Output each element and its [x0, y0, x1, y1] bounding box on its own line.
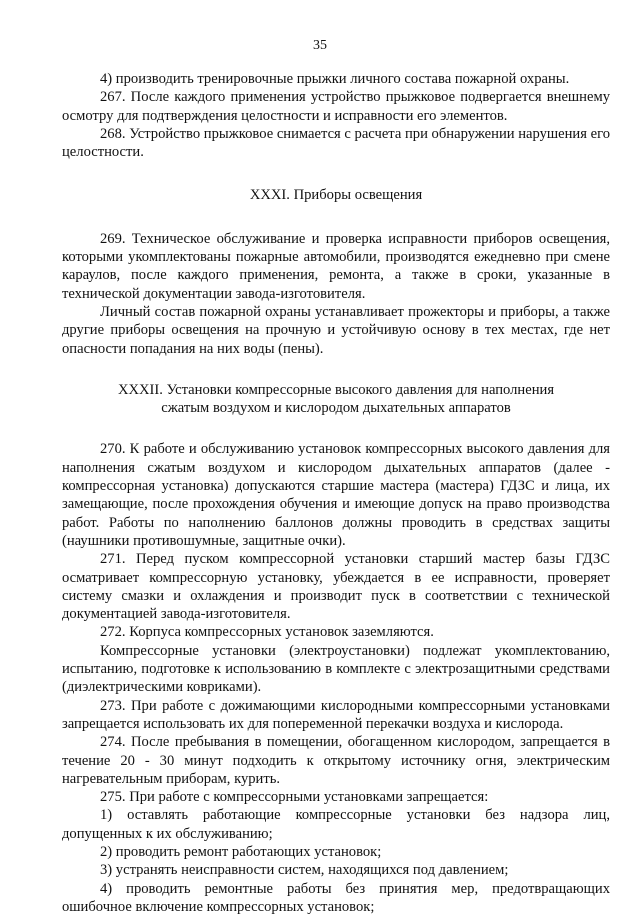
prohibition-item-2: 2) проводить ремонт работающих установок;	[100, 843, 382, 860]
lighting-placement-paragraph: Личный состав пожарной охраны устанавливает прожекторы и приборы, а также другие приборы освещения на прочную и устойчивую основу в тех местах, где нет опасности попадания на них воды (пены).	[62, 303, 610, 357]
electrical-equipment-paragraph: Компрессорные установки (электроустановки) подлежат укомплектованию, испытанию, подготовке к использованию в комплекте с электрозащитными средствами (диэлектрическими ковриками).	[62, 642, 610, 696]
item-4-paragraph: 4) производить тренировочные прыжки личного состава пожарной охраны.	[100, 71, 570, 87]
document-body	[62, 70, 610, 916]
paragraph-274: 274. После пребывания в помещении, обогащенном кислородом, запрещается в течение 20 - 30 минут подходить к открытому источнику огня, электрическим нагревательным приборам, курить.	[62, 734, 610, 787]
paragraph-275: 275. При работе с компрессорными установками запрещается:	[100, 789, 489, 806]
paragraph-271: 271. Перед пуском компрессорной установки старший мастер базы ГДЗС осматривает компрессорную установку, убеждается в ее исправности, проверяет систему смазки и охлаждения и производит пуск в соответствии с технической документацией завода-изготовителя.	[62, 551, 610, 623]
section-32-heading-line-2: сжатым воздухом и кислородом дыхательных аппаратов	[161, 400, 511, 417]
paragraph-270: 270. К работе и обслуживанию установок компрессорных высокого давления для наполнения сжатым воздухом и кислородом дыхательных аппаратов (далее - компрессорная установка) допускаются старшие мастера (мастера) ГДЗС и лица, их замещающие, после прохождения обучения и имеющие допуск на право производства работ. Работы по наполнению баллонов должны проводить в средствах защиты (наушники противошумные, защитные очки).	[62, 441, 610, 549]
paragraph-267: 267. После каждого применения устройство прыжковое подвергается внешнему осмотру для подтверждения целостности и исправности его элементов.	[62, 89, 610, 124]
section-32-heading-line-1: XXXII. Установки компрессорные высокого давления для наполнения	[117, 381, 555, 398]
prohibition-item-1: 1) оставлять работающие компрессорные установки без надзора лиц, допущенных к их обслуживанию;	[62, 807, 610, 842]
paragraph-268: 268. Устройство прыжковое снимается с расчета при обнаружении нарушения его целостности.	[62, 125, 611, 161]
page-number: 35	[313, 38, 327, 53]
section-32-heading	[62, 381, 610, 418]
section-31-heading: XXXI. Приборы освещения	[249, 187, 423, 204]
prohibition-item-3: 3) устранять неисправности систем, находящихся под давлением;	[100, 862, 509, 879]
paragraph-269: 269. Техническое обслуживание и проверка исправности приборов освещения, которыми укомплектованы пожарные автомобили, производятся ежедневно при смене караулов, после каждого применения, ремонта, а также в сроки, указанные в технической документации завода-изготовителя.	[62, 230, 610, 302]
prohibition-item-4: 4) проводить ремонтные работы без принятия мер, предотвращающих ошибочное включение компрессорных установок;	[62, 880, 610, 915]
paragraph-272: 272. Корпуса компрессорных установок заземляются.	[100, 624, 434, 641]
paragraph-273: 273. При работе с дожимающими кислородными компрессорными установками запрещается использовать их для попеременной перекачки воздуха и кислорода.	[62, 697, 610, 732]
